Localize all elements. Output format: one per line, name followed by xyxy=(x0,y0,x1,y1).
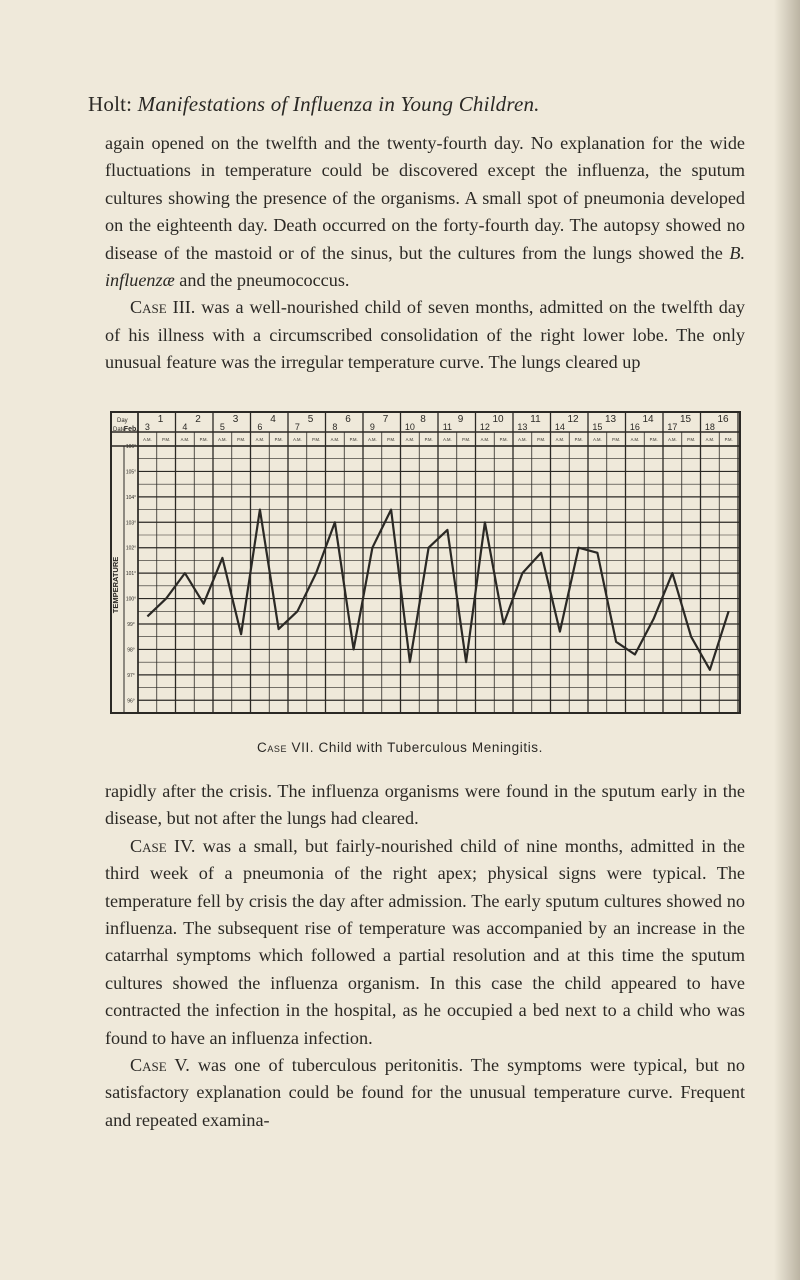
y-tick-label: 98° xyxy=(127,647,135,654)
period-label: P.M. xyxy=(424,437,433,442)
paragraph-text: was a well-nourished child of seven months, admitted on the twelfth day of his illness with a circumscribed consolidation of the right lower lobe. The only unusual feature was the irregular temperature curve. The lungs cleared up xyxy=(105,297,745,373)
day-label: 2 xyxy=(195,414,201,425)
case-label: Case III. xyxy=(130,297,196,318)
date-label: 16 xyxy=(629,422,640,432)
y-tick-label: 102° xyxy=(125,545,137,552)
paragraph-text: was one of tuberculous peritonitis. The symptoms were typical, but no satisfactory explanation could be found for the unusual temperature curve. Frequent and repeated examina- xyxy=(105,1055,745,1130)
period-label: P.M. xyxy=(349,437,358,442)
date-label: 15 xyxy=(592,422,603,432)
row-label-date: Date xyxy=(113,427,126,433)
period-label: P.M. xyxy=(387,437,396,442)
period-label: A.M. xyxy=(443,437,452,442)
day-label: 1 xyxy=(157,414,164,425)
row-label-day: Day xyxy=(117,418,128,424)
paragraph-case-ii-end xyxy=(105,130,745,294)
body-text-top xyxy=(105,130,745,377)
period-label: A.M. xyxy=(480,437,490,442)
day-label: 8 xyxy=(420,414,426,425)
paragraph-case-iv xyxy=(105,833,745,1052)
period-label: A.M. xyxy=(518,437,527,442)
period-label: A.M. xyxy=(368,437,377,442)
period-label: P.M. xyxy=(724,437,733,442)
caption-case: Case VII. xyxy=(256,740,315,755)
caption-text: Child with Tuberculous Meningitis. xyxy=(318,740,544,755)
header-colon: : xyxy=(126,92,133,116)
period-label: P.M. xyxy=(687,437,696,442)
header-title: Manifestations of Influenza in Young Children. xyxy=(137,92,540,116)
period-label: A.M. xyxy=(405,437,415,442)
date-label: 11 xyxy=(442,422,453,432)
y-tick-label: 101° xyxy=(125,571,137,578)
paragraph-case-iii xyxy=(105,294,745,376)
header-author: Holt xyxy=(88,92,127,116)
date-label: 18 xyxy=(704,422,715,432)
organism-name: B. influenzæ xyxy=(105,242,745,291)
y-tick-label: 105° xyxy=(125,469,137,476)
date-label: 13 xyxy=(517,422,528,432)
y-tick-label: 96° xyxy=(127,698,135,705)
day-label: 9 xyxy=(457,414,464,425)
day-label: 10 xyxy=(492,414,504,425)
paragraph-text: again opened on the twelfth and the twenty-fourth day. No explanation for the wide fluctuations in temperature could be discovered except the influenza, the sputum cultures showing the presence of the organisms. A small spot of pneumonia developed on the eighteenth day. Death occurred on the forty-fourth day. The autopsy showed no disease of the mastoid or of the sinus, but the cultures from the lungs showed the xyxy=(105,133,745,263)
day-label: 7 xyxy=(382,414,389,425)
period-label: A.M. xyxy=(630,437,640,442)
date-label: 6 xyxy=(257,422,263,432)
paragraph-text: was a small, but fairly-nourished child of nine months, admitted in the third week of a pneumonia of the right apex; physical signs were typical. The temperature fell by crisis the day after admission. The early sputum cultures showed no influenza. The subsequent rise of temperature was accompanied by an increase in the catarrhal symptoms which followed a partial resolution and at this time the sputum cultures showed the influenza organism. In this case the child appeared to have contracted the infection in the hospital, as he occupied a bed next to a child who was found to have an influenza infection. xyxy=(105,835,745,1048)
period-label: P.M. xyxy=(312,437,321,442)
day-label: 6 xyxy=(345,414,351,425)
y-tick-label: 100° xyxy=(125,596,137,603)
date-label: 5 xyxy=(219,422,225,432)
period-label: A.M. xyxy=(330,437,340,442)
period-label: A.M. xyxy=(668,437,677,442)
case-label: Case V. xyxy=(130,1055,190,1076)
chart-labels xyxy=(111,414,733,704)
period-label: A.M. xyxy=(293,437,302,442)
day-label: 16 xyxy=(717,414,729,425)
paragraph-case-iii-end: rapidly after the crisis. The influenza organisms were found in the sputum early in the disease, but not after the lungs had cleared. xyxy=(105,781,745,829)
y-tick-label: 99° xyxy=(127,622,135,628)
period-label: P.M. xyxy=(237,437,246,442)
day-label: 5 xyxy=(307,414,314,425)
date-label: 3 xyxy=(144,422,150,432)
case-label: Case IV. xyxy=(130,835,196,856)
period-label: A.M. xyxy=(143,437,152,442)
date-label: 14 xyxy=(554,422,565,432)
figure-caption xyxy=(0,740,800,755)
y-tick-label: 106° xyxy=(125,444,137,450)
period-label: A.M. xyxy=(555,437,565,442)
side-label-temperature: TEMPERATURE xyxy=(111,556,120,614)
period-label: P.M. xyxy=(649,437,658,442)
period-label: P.M. xyxy=(499,437,508,442)
temperature-chart-svg xyxy=(110,410,742,717)
period-label: A.M. xyxy=(180,437,190,442)
period-label: P.M. xyxy=(537,437,546,442)
period-label: A.M. xyxy=(593,437,602,442)
period-label: P.M. xyxy=(162,437,171,442)
day-label: 4 xyxy=(270,414,276,425)
period-label: P.M. xyxy=(612,437,621,442)
y-tick-label: 103° xyxy=(125,520,137,527)
row-label-feb: Feb. xyxy=(123,426,139,433)
body-text-bottom xyxy=(105,778,745,1134)
page-edge-shadow xyxy=(774,0,800,1280)
period-label: P.M. xyxy=(274,437,283,442)
paragraph-text-end: and the pneumococcus. xyxy=(174,270,350,291)
day-label: 14 xyxy=(642,414,654,425)
period-label: P.M. xyxy=(462,437,471,442)
period-label: P.M. xyxy=(199,437,208,442)
date-label: 9 xyxy=(369,422,375,432)
day-label: 12 xyxy=(567,414,579,425)
date-label: 12 xyxy=(479,422,490,432)
period-label: A.M. xyxy=(255,437,265,442)
date-label: 4 xyxy=(182,422,188,432)
period-label: P.M. xyxy=(574,437,583,442)
day-label: 13 xyxy=(604,414,617,425)
period-label: A.M. xyxy=(705,437,715,442)
temperature-chart xyxy=(110,410,742,717)
day-label: 11 xyxy=(530,414,541,425)
y-tick-label: 104° xyxy=(125,494,137,501)
date-label: 7 xyxy=(294,422,300,432)
date-label: 17 xyxy=(667,422,678,432)
date-label: 8 xyxy=(332,422,338,432)
period-label: A.M. xyxy=(218,437,227,442)
paragraph-case-v xyxy=(105,1052,745,1134)
day-label: 15 xyxy=(679,414,692,425)
date-label: 10 xyxy=(404,422,415,432)
y-tick-label: 97° xyxy=(127,672,135,679)
running-header xyxy=(88,92,540,117)
day-label: 3 xyxy=(232,414,239,425)
